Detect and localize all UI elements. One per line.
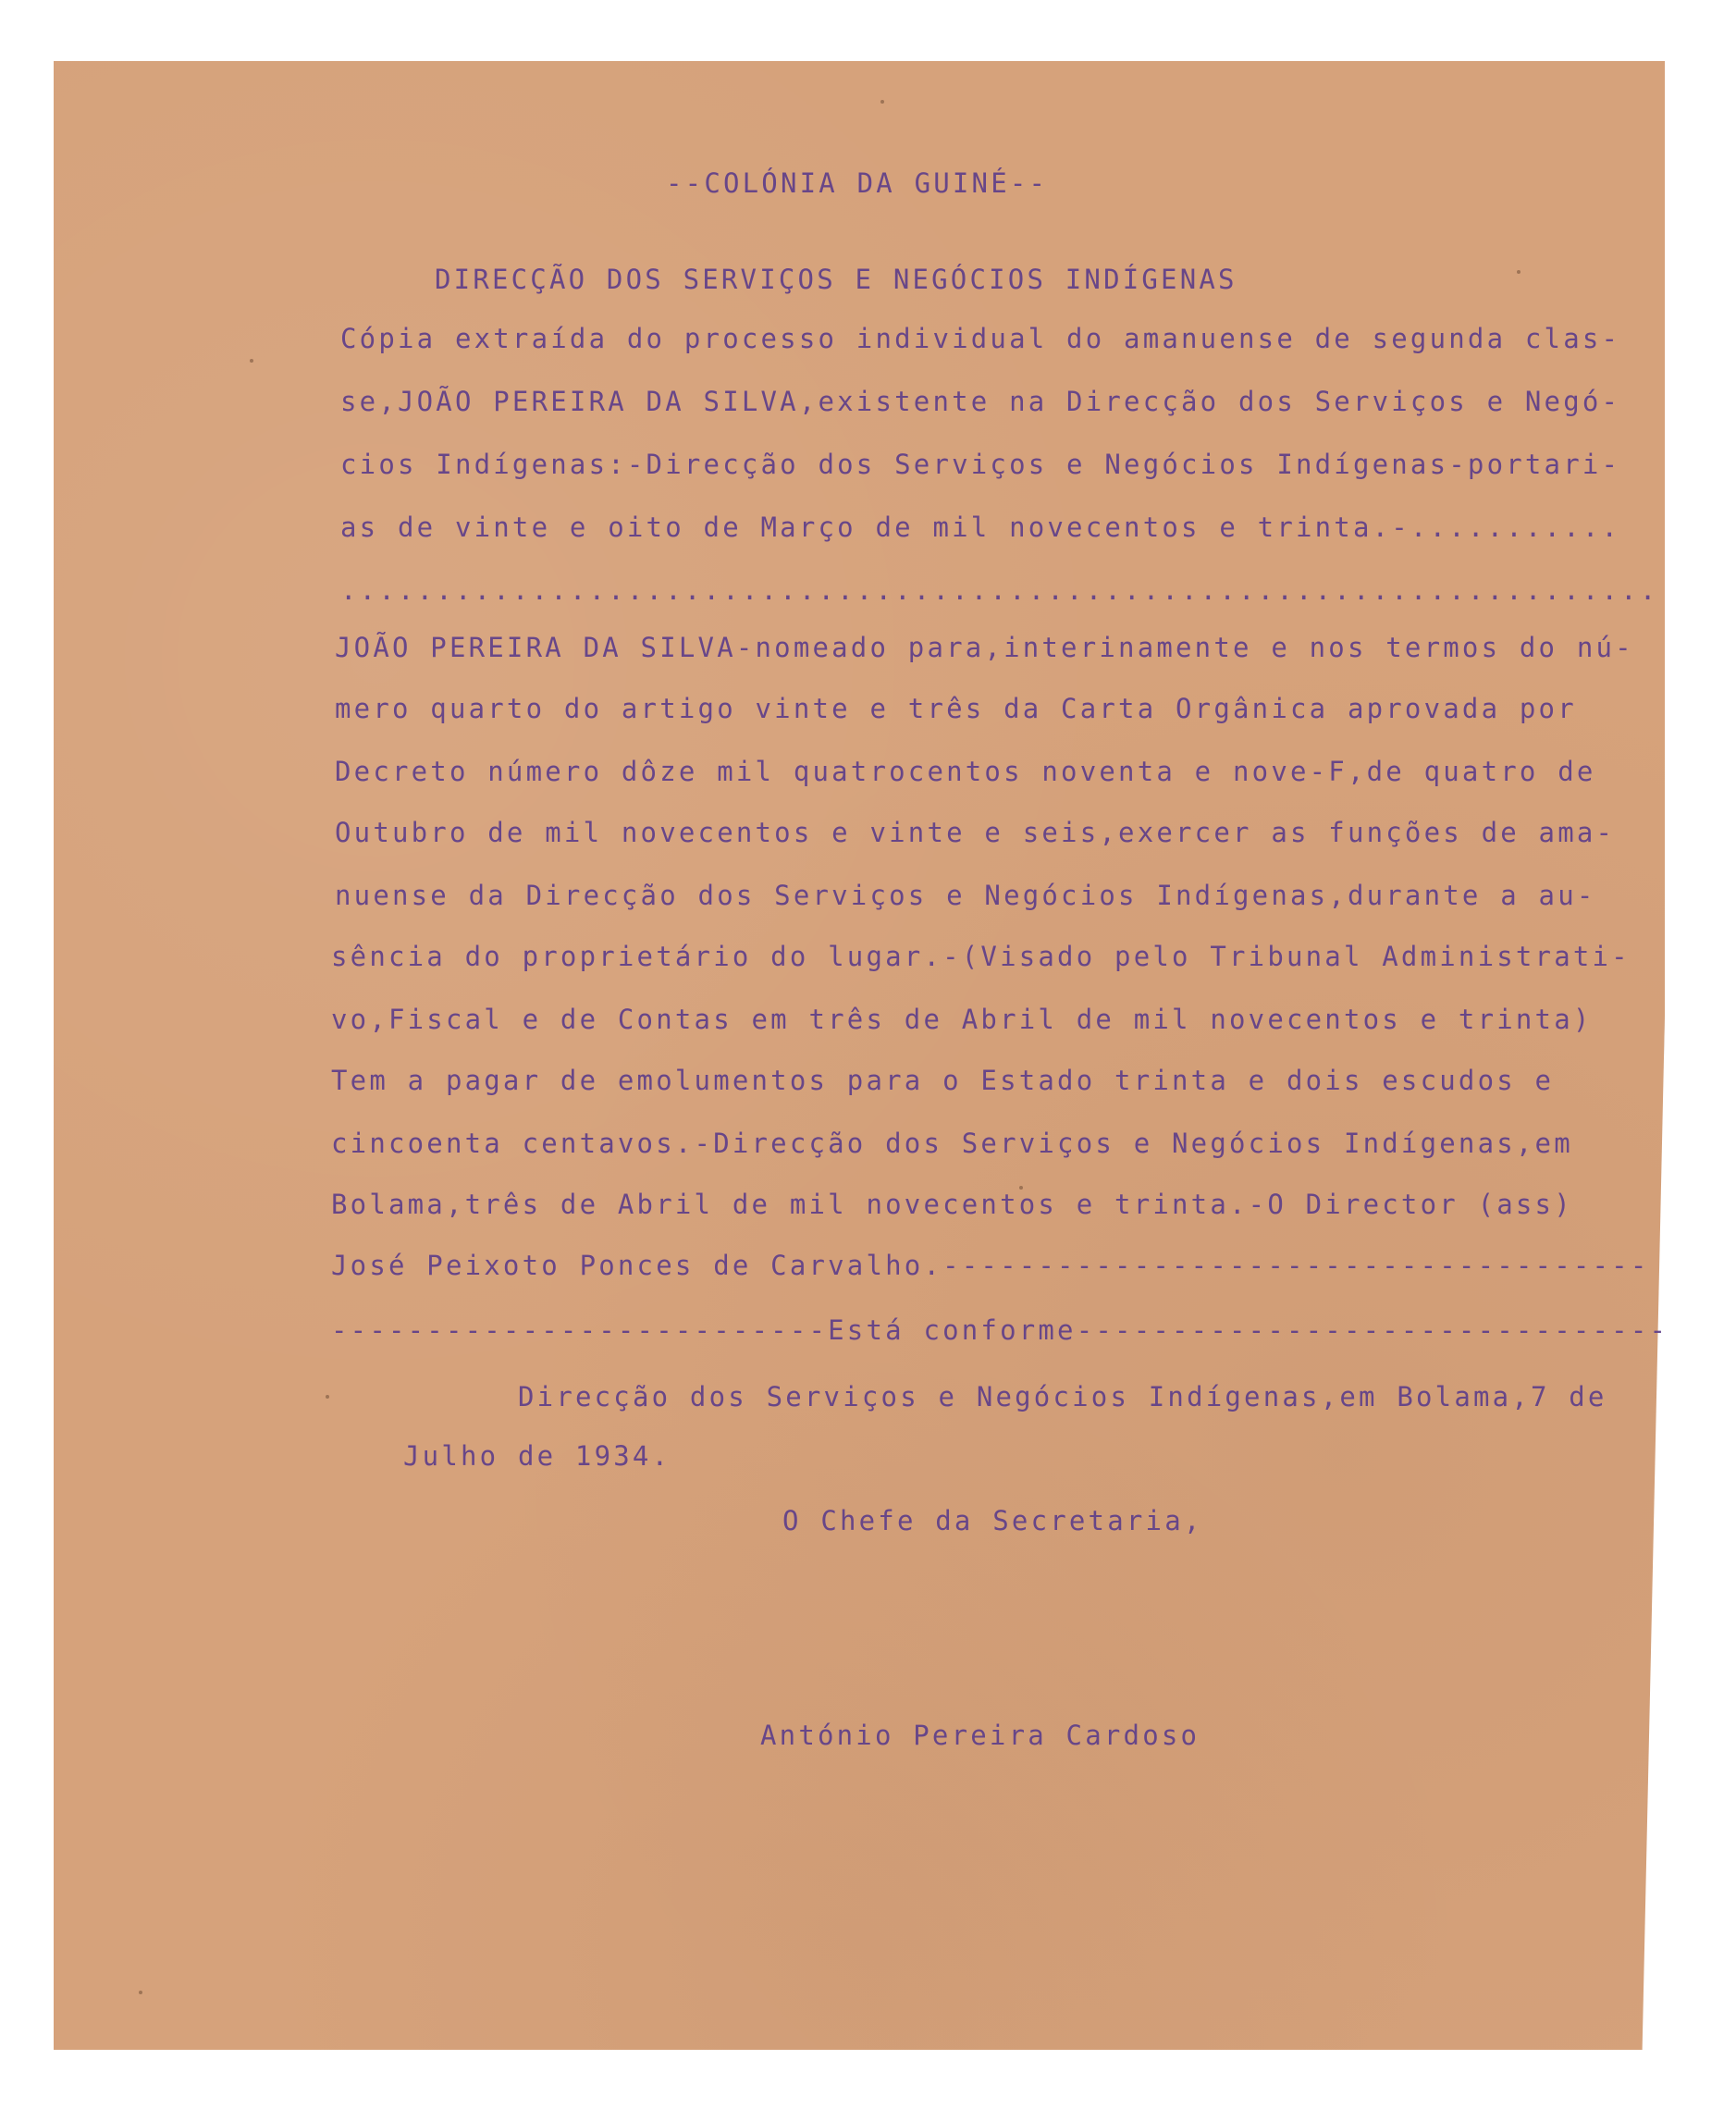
body-line: se,JOÃO PEREIRA DA SILVA,existente na Direcção dos Serviços e Negó- bbox=[340, 386, 1621, 417]
body-line: mero quarto do artigo vinte e três da Carta Orgânica aprovada por bbox=[335, 693, 1577, 724]
body-line: Cópia extraída do processo individual do amanuense de segunda clas- bbox=[340, 323, 1621, 354]
body-line: nuense da Direcção dos Serviços e Negócios Indígenas,durante a au- bbox=[335, 880, 1596, 911]
body-line: vo,Fiscal e de Contas em três de Abril de mil novecentos e trinta) bbox=[331, 1004, 1593, 1035]
body-line: Outubro de mil novecentos e vinte e seis,exercer as funções de ama- bbox=[335, 817, 1616, 848]
dotted-separator: ..................................................................... bbox=[340, 574, 1659, 606]
body-line: Decreto número dôze mil quatrocentos noventa e nove-F,de quatro de bbox=[335, 756, 1596, 787]
closing-place-line: Direcção dos Serviços e Negócios Indígenas,em Bolama,7 de bbox=[518, 1381, 1607, 1412]
body-line: Tem a pagar de emolumentos para o Estado trinta e dois escudos e bbox=[331, 1065, 1555, 1096]
document-page bbox=[54, 61, 1665, 2050]
paper-speck bbox=[250, 359, 253, 363]
paper-speck bbox=[1019, 1186, 1023, 1190]
closing-date-line: Julho de 1934. bbox=[403, 1440, 671, 1472]
secretary-title: O Chefe da Secretaria, bbox=[782, 1505, 1203, 1536]
conformity-line: --------------------------Está conforme------------------------------- bbox=[331, 1314, 1669, 1346]
colony-heading: --COLÓNIA DA GUINÉ-- bbox=[666, 167, 1049, 199]
body-line: as de vinte e oito de Março de mil novecentos e trinta.-........... bbox=[340, 512, 1621, 543]
body-line: Bolama,três de Abril de mil novecentos e trinta.-O Director (ass) bbox=[331, 1189, 1573, 1220]
department-heading: DIRECÇÃO DOS SERVIÇOS E NEGÓCIOS INDÍGENAS bbox=[435, 264, 1237, 295]
paper-speck bbox=[1517, 270, 1521, 274]
body-line: JOÃO PEREIRA DA SILVA-nomeado para,interinamente e nos termos do nú- bbox=[335, 632, 1634, 663]
signatory-name: António Pereira Cardoso bbox=[760, 1720, 1200, 1751]
body-line: cios Indígenas:-Direcção dos Serviços e Negócios Indígenas-portari- bbox=[340, 449, 1621, 480]
paper-speck bbox=[880, 100, 884, 104]
body-line: sência do proprietário do lugar.-(Visado pelo Tribunal Administrati- bbox=[331, 941, 1631, 972]
paper-speck bbox=[326, 1395, 329, 1399]
body-line: cincoenta centavos.-Direcção dos Serviços e Negócios Indígenas,em bbox=[331, 1128, 1573, 1159]
body-line: José Peixoto Ponces de Carvalho.------------------------------------- bbox=[331, 1250, 1650, 1281]
paper-speck bbox=[139, 1991, 142, 1994]
